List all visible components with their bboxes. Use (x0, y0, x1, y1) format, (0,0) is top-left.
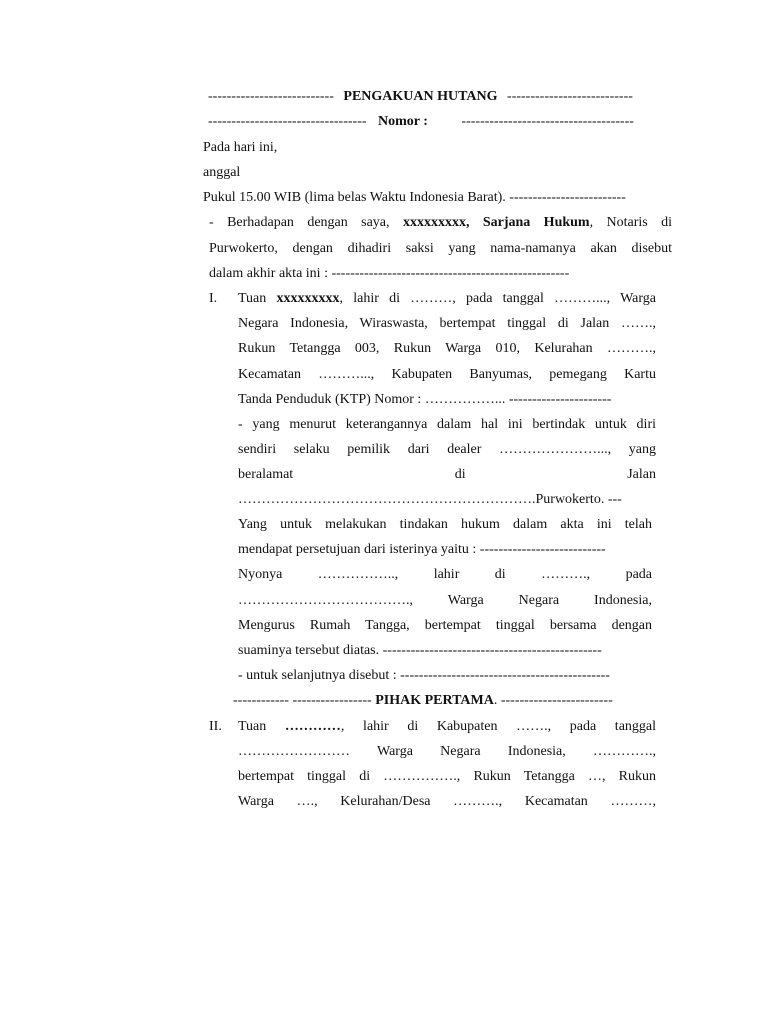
title-line (208, 88, 670, 106)
party2-line-1: Tuan …………, lahir di Kabupaten ……., pada tanggal (238, 719, 657, 734)
notary-line-3: dalam akhir akta ini : --------------------------------------------------- (209, 266, 570, 281)
party1-line-13: ………………………………., Warga Negara Indonesia, (238, 593, 652, 608)
party1-number: I. (209, 291, 218, 306)
opening-line-3: Pukul 15.00 WIB (lima belas Waktu Indonesia Barat). ------------------------- (203, 190, 626, 205)
opening-line-1: Pada hari ini, (203, 140, 278, 155)
party2-line-3: bertempat tinggal di ……………., Rukun Tetangga …, Rukun (238, 769, 656, 784)
party2-line-2: …………………… Warga Negara Indonesia, …………., (238, 744, 656, 759)
party2-number: II. (209, 719, 222, 734)
party1-line-1: Tuan xxxxxxxxx, lahir di ………, pada tanggal ………..., Warga (238, 291, 656, 306)
nomor-line (208, 113, 670, 131)
title-dashes-right: --------------------------- (507, 89, 633, 104)
pihak-pertama-label: PIHAK PERTAMA (375, 693, 494, 708)
notary-line-1: - Berhadapan dengan saya, xxxxxxxxx, Sarjana Hukum, Notaris di (209, 215, 673, 230)
party1-line-11: mendapat persetujuan dari isterinya yaitu : --------------------------- (238, 542, 606, 557)
notary-line-2: Purwokerto, dengan dihadiri saksi yang nama-namanya akan disebut (209, 241, 672, 256)
party1-line-6: - yang menurut keterangannya dalam hal ini bertindak untuk diri (238, 417, 656, 432)
party1-line-10: Yang untuk melakukan tindakan hukum dalam akta ini telah (238, 517, 652, 532)
party1-line-8: beralamat di Jalan (238, 467, 656, 482)
party1-line-9: ……………………………………………………….Purwokerto. --- (238, 492, 622, 507)
nomor-dashes-left: ---------------------------------- (208, 114, 367, 129)
nomor-dashes-right: ------------------------------------- (461, 114, 634, 129)
party1-line-12: Nyonya …………….., lahir di ………., pada (238, 567, 652, 582)
party1-line-3: Rukun Tetangga 003, Rukun Warga 010, Kelurahan ………., (238, 341, 656, 356)
opening-line-2: anggal (203, 165, 241, 180)
party1-line-5: Tanda Penduduk (KTP) Nomor : ……………... ---------------------- (238, 392, 612, 407)
pihak-pertama-line: ------------ ----------------- PIHAK PERTAMA. ------------------------ (233, 693, 613, 708)
party2-line-4: Warga …., Kelurahan/Desa ………., Kecamatan ………, (238, 794, 656, 809)
party1-line-14: Mengurus Rumah Tangga, bertempat tinggal bersama dengan (238, 618, 652, 633)
party1-line-15: suaminya tersebut diatas. ----------------------------------------------- (238, 643, 602, 658)
party2-name: ………… (284, 719, 341, 734)
party1-line-2: Negara Indonesia, Wiraswasta, bertempat tinggal di Jalan ……., (238, 316, 656, 331)
party1-line-4: Kecamatan ………..., Kabupaten Banyumas, pemegang Kartu (238, 367, 656, 382)
party1-line-16: - untuk selanjutnya disebut : --------------------------------------------- (238, 668, 610, 683)
nomor-label: Nomor : (378, 114, 428, 129)
party1-line-7: sendiri selaku pemilik dari dealer …………………..., yang (238, 442, 656, 457)
title-dashes-left: --------------------------- (208, 89, 334, 104)
party1-name: xxxxxxxxx (276, 291, 340, 306)
notary-name: xxxxxxxxx, Sarjana Hukum (402, 215, 590, 230)
document-title: PENGAKUAN HUTANG (343, 89, 498, 104)
